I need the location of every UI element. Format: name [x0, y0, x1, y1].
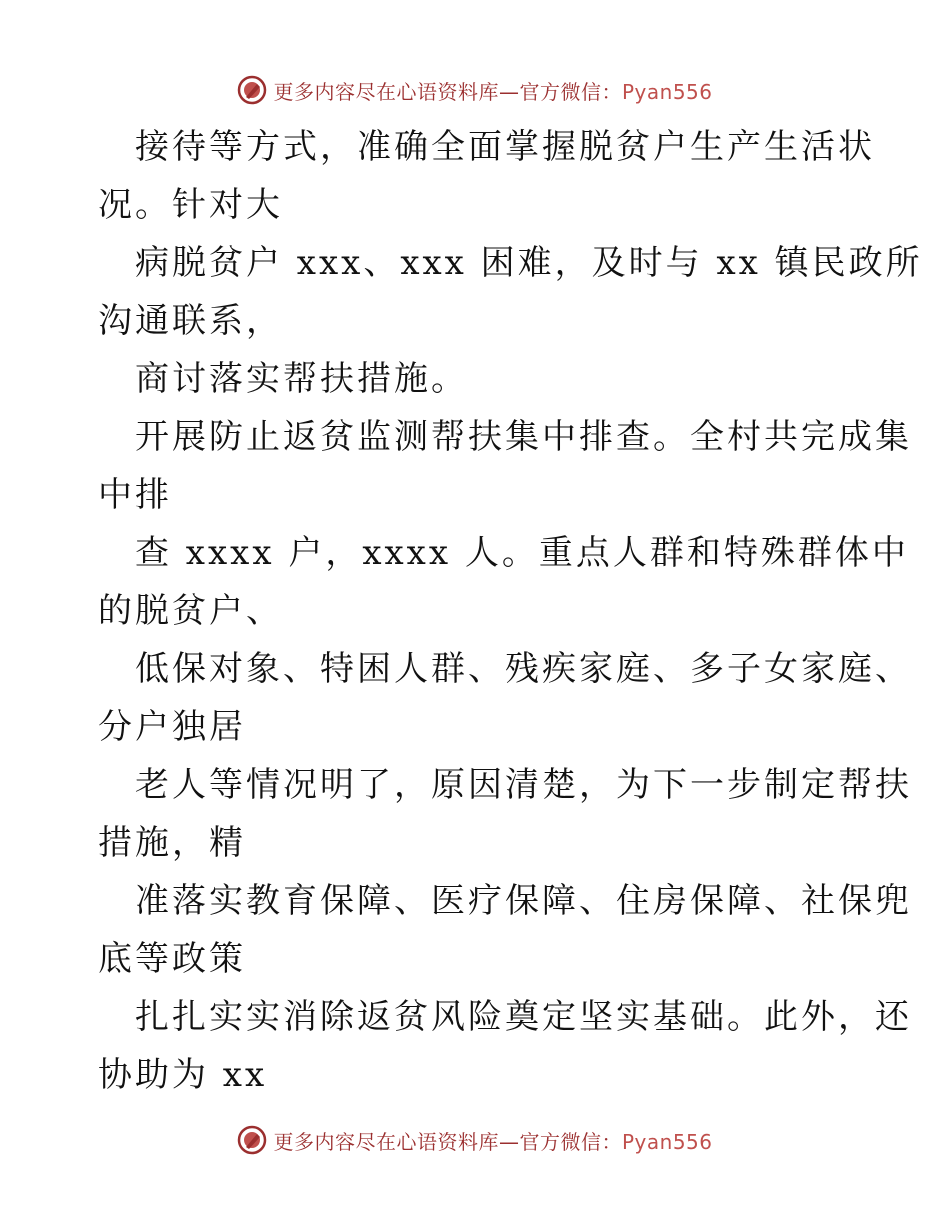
body-line: 接待等方式，准确全面掌握脱贫户生产生活状 [135, 127, 875, 167]
pen-logo-icon [237, 1125, 267, 1155]
body-line: 低保对象、特困人群、残疾家庭、多子女家庭、 [135, 649, 912, 689]
wechat-id: Pyan556 [621, 79, 713, 104]
body-line: 协助为 xx [98, 1055, 268, 1095]
body-line: 况。针对大 [98, 185, 283, 225]
body-line: 查 xxxx 户，xxxx 人。重点人群和特殊群体中 [135, 533, 909, 573]
body-line: 开展防止返贫监测帮扶集中排查。全村共完成集 [135, 417, 912, 457]
body-line: 底等政策 [98, 939, 246, 979]
body-line: 中排 [98, 475, 172, 515]
body-line: 商讨落实帮扶措施。 [135, 359, 468, 399]
body-line: 措施，精 [98, 823, 246, 863]
body-line: 沟通联系， [98, 301, 283, 341]
footer-banner [0, 1120, 950, 1160]
banner-text: 更多内容尽在心语资料库—官方微信：Pyan556 [273, 79, 713, 104]
body-line: 老人等情况明了，原因清楚，为下一步制定帮扶 [135, 765, 912, 805]
body-line: 的脱贫户、 [98, 591, 283, 631]
document-body [98, 118, 923, 1104]
header-banner [0, 70, 950, 110]
body-line: 病脱贫户 xxx、xxx 困难，及时与 xx 镇民政所 [135, 243, 923, 283]
wechat-id: Pyan556 [621, 1129, 713, 1154]
body-line: 扎扎实实消除返贫风险奠定坚实基础。此外，还 [135, 997, 912, 1037]
banner-text: 更多内容尽在心语资料库—官方微信：Pyan556 [273, 1129, 713, 1154]
pen-logo-icon [237, 75, 267, 105]
body-line: 准落实教育保障、医疗保障、住房保障、社保兜 [135, 881, 912, 921]
body-line: 分户独居 [98, 707, 246, 747]
